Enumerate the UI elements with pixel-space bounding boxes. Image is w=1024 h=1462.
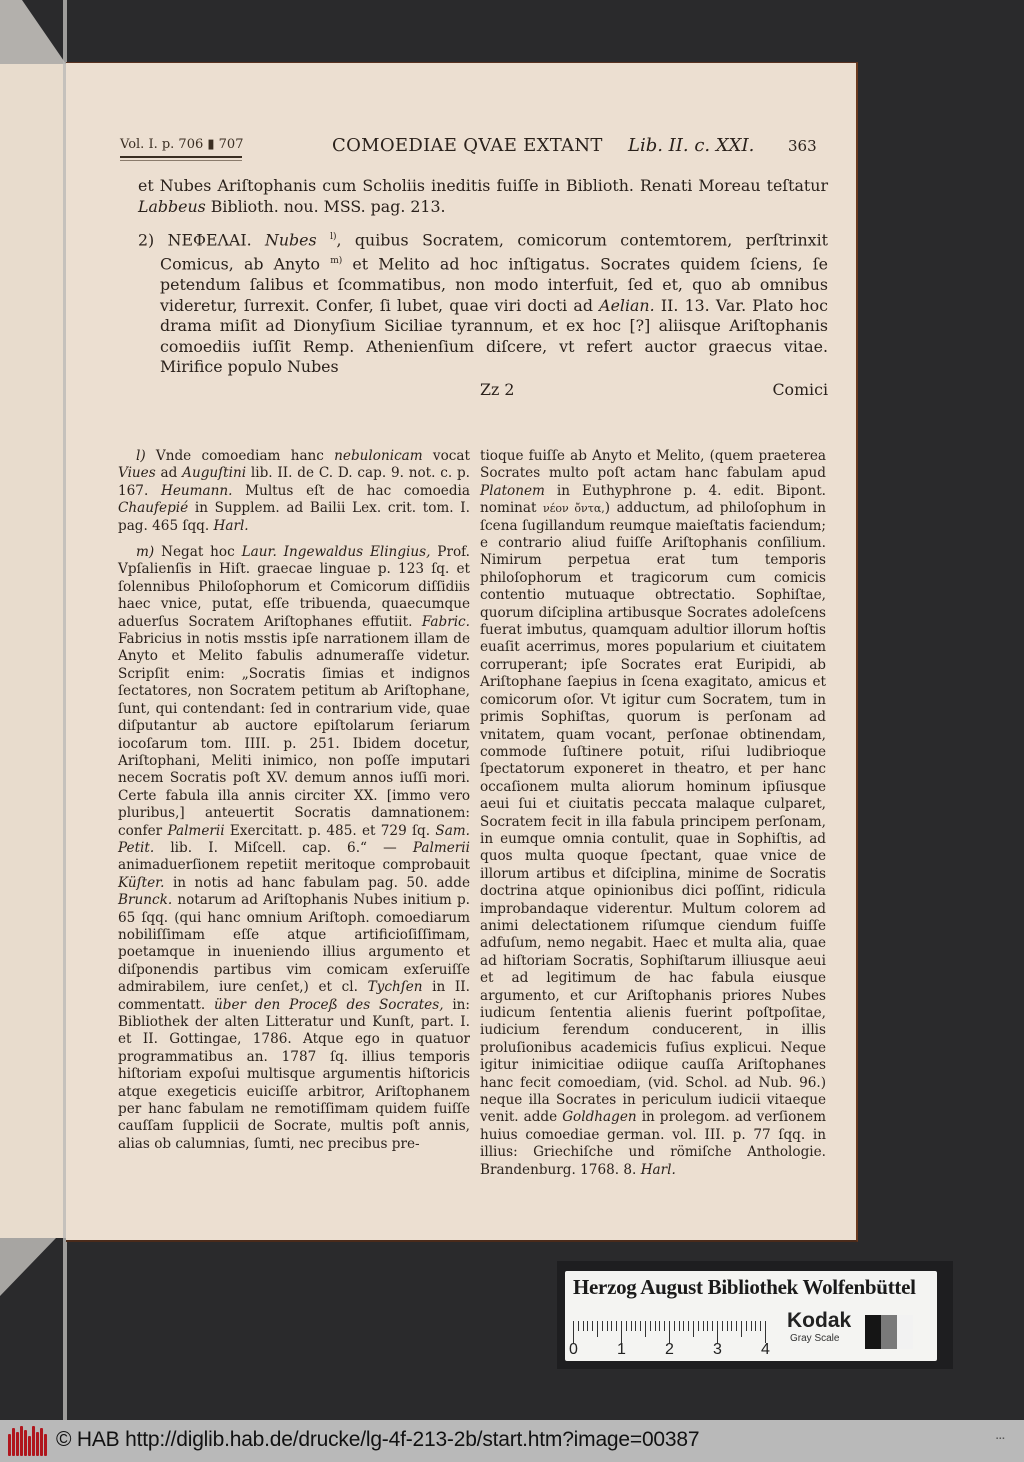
ruler-tick xyxy=(669,1321,670,1343)
ruler-number: 3 xyxy=(713,1341,722,1358)
ruler-tick xyxy=(607,1321,608,1331)
ruler-tick xyxy=(712,1321,713,1331)
footnote: l) Vnde comoediam hanc nebulonicam vocat Viues ad Auguſtini lib. II. de C. D. cap. 9. not. c. p. 167. Heumann. Multus eſt de hac comoedia Chaufepié in Supplem. ad Bailii Lex. crit. tom. I. pag. 465 ſqq. Harl. xyxy=(118,448,471,534)
volume-reference: Vol. I. p. 706 ▮ 707 xyxy=(120,137,244,152)
ruler-number: 0 xyxy=(569,1341,578,1358)
ruler-tick xyxy=(707,1321,708,1331)
ruler-tick xyxy=(760,1321,761,1331)
footnote-label: l) xyxy=(136,448,156,464)
ruler-tick xyxy=(751,1321,752,1331)
ruler-tick xyxy=(602,1321,603,1331)
page-number: 363 xyxy=(788,137,817,155)
facing-page-edge xyxy=(0,64,66,1238)
entry-number: 2) xyxy=(138,230,155,250)
gray-patch xyxy=(881,1315,897,1349)
header-rule-thin xyxy=(120,160,242,161)
ruler-tick xyxy=(755,1321,756,1331)
ruler-tick xyxy=(592,1321,593,1331)
greek-title: ΝΕΦΕΛΑΙ. xyxy=(167,230,252,250)
ruler-tick xyxy=(664,1321,665,1331)
gray-patch xyxy=(865,1315,881,1349)
running-title: COMOEDIAE QVAE EXTANT xyxy=(332,135,603,156)
ruler-tick xyxy=(717,1321,718,1343)
ruler-number: 4 xyxy=(761,1341,770,1358)
library-name: Herzog August Bibliothek Wolfenbüttel xyxy=(573,1275,916,1299)
latin-title: Nubes xyxy=(265,230,317,250)
header-rule xyxy=(120,156,242,158)
author-name: Labbeus xyxy=(138,196,206,216)
ruler-tick xyxy=(583,1321,584,1331)
ruler-tick xyxy=(736,1321,737,1331)
main-text-block xyxy=(138,176,828,400)
scale-ruler xyxy=(569,1307,773,1359)
ruler-tick xyxy=(578,1321,579,1331)
ruler-tick xyxy=(626,1321,627,1331)
ruler-tick xyxy=(722,1321,723,1331)
signature-mark: Zz 2 xyxy=(480,379,515,399)
library-color-chart xyxy=(565,1271,937,1361)
kodak-brand: Kodak xyxy=(787,1309,852,1332)
copyright-url[interactable]: © HAB http://diglib.hab.de/drucke/lg-4f-213-2b/start.htm?image=00387 xyxy=(56,1428,700,1451)
ruler-tick xyxy=(746,1321,747,1331)
catchword: Comici xyxy=(772,379,828,399)
ruler-tick xyxy=(659,1321,660,1331)
book-chapter-ref: Lib. II. c. XXI. xyxy=(628,135,755,156)
footnotes-left-column xyxy=(118,448,470,1162)
ruler-tick xyxy=(573,1321,574,1343)
ruler-tick xyxy=(587,1321,588,1331)
ruler-number: 2 xyxy=(665,1341,674,1358)
ruler-tick xyxy=(616,1321,617,1331)
footnote-ref-l[interactable]: l) xyxy=(330,232,337,243)
footer-bar xyxy=(0,1420,1024,1462)
hab-logo-icon[interactable] xyxy=(6,1424,50,1458)
ruler-tick xyxy=(611,1321,612,1331)
footnotes-right-column xyxy=(480,448,826,1188)
ruler-tick xyxy=(683,1321,684,1331)
ruler-tick xyxy=(765,1321,766,1343)
ruler-tick xyxy=(703,1321,704,1331)
ruler-tick xyxy=(698,1321,699,1331)
ruler-tick xyxy=(674,1321,675,1331)
gray-patch xyxy=(897,1315,913,1349)
footnote: m) Negat hoc Laur. Ingewaldus Elingius, Prof. Vpſalienſis in Hiſt. graecae linguae p. 123 ſq. et ſolennibus Philoſophorum et Comicorum diſſidiis haec vnice, putat, eſſe tribuenda, quaecumque aduerſus Socratem Ariſtophanes effutiit. Fabric. Fabricius in notis msstis ipſe narrationem illam de Anyto et Melito fabulis adnumeraſſe videtur. Scripſit enim: „Socratis ſimias et indignos ſectatores, non Socratem petitum ab Ariſtophane, ſunt, qui contendant: ſed in contrarium vide, quae diſputantur ab auctore epiſtolarum ſeriarum iocoſarum tom. IIII. p. 251. Ibidem docetur, Ariſtophani, Meliti inimico, non poſſe imputari necem Socratis poſt XV. demum annos iuſſi mori. Certe fabula illa annis circiter XX. [immo vero pluribus,] anteuertit Socratis damnationem: confer Palmerii Exercitatt. p. 485. et 729 ſq. Sam. Petit. lib. I. Miſcell. cap. 6.“ — Palmerii animaduerſionem repetiit meritoque comprobauit Küſter. in notis ad hanc fabulam pag. 50. adde Brunck. notarum ad Ariſtophanis Nubes initium p. 65 ſqq. (qui hanc omnium Ariſtoph. comoediarum nobiliſſimam eſſe atque artificioſiſſimam, poetamque in inueniendo illius argumento et diſponendis partibus vim comicam exſeruiſſe admirabilem, iure cenſet,) et cl. Tychſen in II. commentatt. über den Proceß des Socrates, in: Bibliothek der alten Litteratur und Kunſt, part. I. et II. Gottingae, 1786. Atque ego in quatuor programmatibus an. 1787 ſq. illius temporis hiſtoriam expoſui multisque argumentis hiſtoricis atque exegeticis euiciſſe arbitror, Ariſtophanem per hanc fabulam ne remotiſſimam quidem fuiſſe cauſſam ſupplicii de Socrate, multis poſt annis, alias ob calumnias, ſumti, nec precibus pre- xyxy=(118,544,471,1152)
continuation-paragraph: et Nubes Ariſtophanis cum Scholiis ineditis fuiſſe in Biblioth. Renati Moreau teſtatur Labbeus Biblioth. nou. MSS. pag. 213. xyxy=(138,176,828,216)
ruler-tick xyxy=(631,1321,632,1331)
footnote-ref-m[interactable]: m) xyxy=(330,256,343,267)
ruler-tick xyxy=(640,1321,641,1331)
running-header xyxy=(120,137,830,163)
ruler-tick xyxy=(645,1321,646,1337)
ruler-tick xyxy=(731,1321,732,1331)
gray-scale-patches xyxy=(865,1315,913,1349)
footnote: tioque fuiſſe ab Anyto et Melito, (quem praeterea Socrates multo poſt actam hanc fabulam apud Platonem in Euthyphrone p. 4. edit. Bipont. nominat νέον ὄντα,) adductum, ad philoſophum in ſcena ſugillandum reumque maieſtatis faciendum; e contrario aliud fuiſſe Ariſtophanis conſilium. Nimirum perpetua erat tum temporis philoſophorum et tragicorum cum comicis contentio mutuaque obtrectatio. Sophiſtae, quorum diſciplina artibusque Socrates adoleſcens fuerat imbutus, quamquam adultior illorum hoſtis euaſit acerrimus, mores popularium et ciuitatem corruperant; ipſe Socrates erat Euripidi, ab Ariſtophane ſaepius in ſcena exagitato, amicus et comicorum oſor. Vt igitur cum Socratem, tum in primis Sophiſtas, quorum is perſonam ad vnitatem, quam vocant, perſonae obtinendam, commode ſuſtinere potuit, riſui ludibrioque ſpectatorum exponeret in theatro, et per hanc occaſionem multa aliorum hominum ipſiusque aeui ſui et ciuitatis peccata malaque culparet, Socratem fecit in illa fabula principem perſonam, in eumque omnia contulit, quae in Sophiſtis, ad quos multa quoque ſpectant, quae vnice de illorum artibus et diſciplina, minime de Socratis doctrina atque opinionibus dici poſſint, ridicula improbandaque viderentur. Multum colorem ad animi delectationem riſumque ciendum fuiſſe adfuſum, nemo negabit. Haec et multa alia, quae ad hiſtoriam Socratis, Sophiſtarum illiusque aeui et ad legitimum de hac fabula eiusque argumento, et cur Ariſtophanis priores Nubes iudicum ſententia alienis fuerint poſtpoſitae, iudicium ferendum conducerent, in illis proluſionibus academicis fuſius explicui. Neque igitur inimicitiae odiique cauſſa Ariſtophanes hanc fecit comoediam, (vid. Schol. ad Nub. 96.) neque illa Socrates in periculum iudicii vitaeque venit. adde Goldhagen in prolegom. ad verſionem huius comoediae german. vol. III. p. 77 ſqq. in illius: Griechiſche und römiſche Anthologie. Brandenburg. 1768. 8. Harl. xyxy=(480,448,826,1178)
ruler-tick xyxy=(679,1321,680,1331)
ruler-tick xyxy=(741,1321,742,1337)
footnote-label: m) xyxy=(136,544,162,561)
book-page xyxy=(66,62,858,1242)
ruler-tick xyxy=(650,1321,651,1331)
gray-scale-caption: Gray Scale xyxy=(790,1333,840,1344)
ruler-tick xyxy=(635,1321,636,1331)
ruler-tick xyxy=(597,1321,598,1337)
ruler-tick xyxy=(655,1321,656,1331)
ruler-tick xyxy=(621,1321,622,1343)
ruler-tick xyxy=(727,1321,728,1331)
ruler-tick xyxy=(688,1321,689,1331)
ruler-number: 1 xyxy=(617,1341,626,1358)
footer-mark: ▪▪▪ xyxy=(996,1436,1006,1442)
signature-row xyxy=(138,380,828,400)
ruler-tick xyxy=(693,1321,694,1337)
entry-paragraph: 2) ΝΕΦΕΛΑΙ. Nubes $^{l)}$, quibus Socratem, comicorum contemtorem, perſtrinxit Comicus, ab Anyto $^{m)}$ et Melito ad hoc inſtigatus. Socrates quidem ſciens, ſe petendum ſalibus et ſcommatibus, non modo interfuit, ſed et, quo ab omnibus videretur, ſurrexit. Confer, ſi lubet, quae viri docti ad Aelian. II. 13. Var. Plato hoc drama miſit ad Dionyſium Siciliae tyrannum, et ex hoc [?] aliisque Ariſtophanis comoediis iuſſit Remp. Athenienſium diſcere, vt refert auctor graecus vitae. Mirifice populo Nubes xyxy=(138,230,829,377)
